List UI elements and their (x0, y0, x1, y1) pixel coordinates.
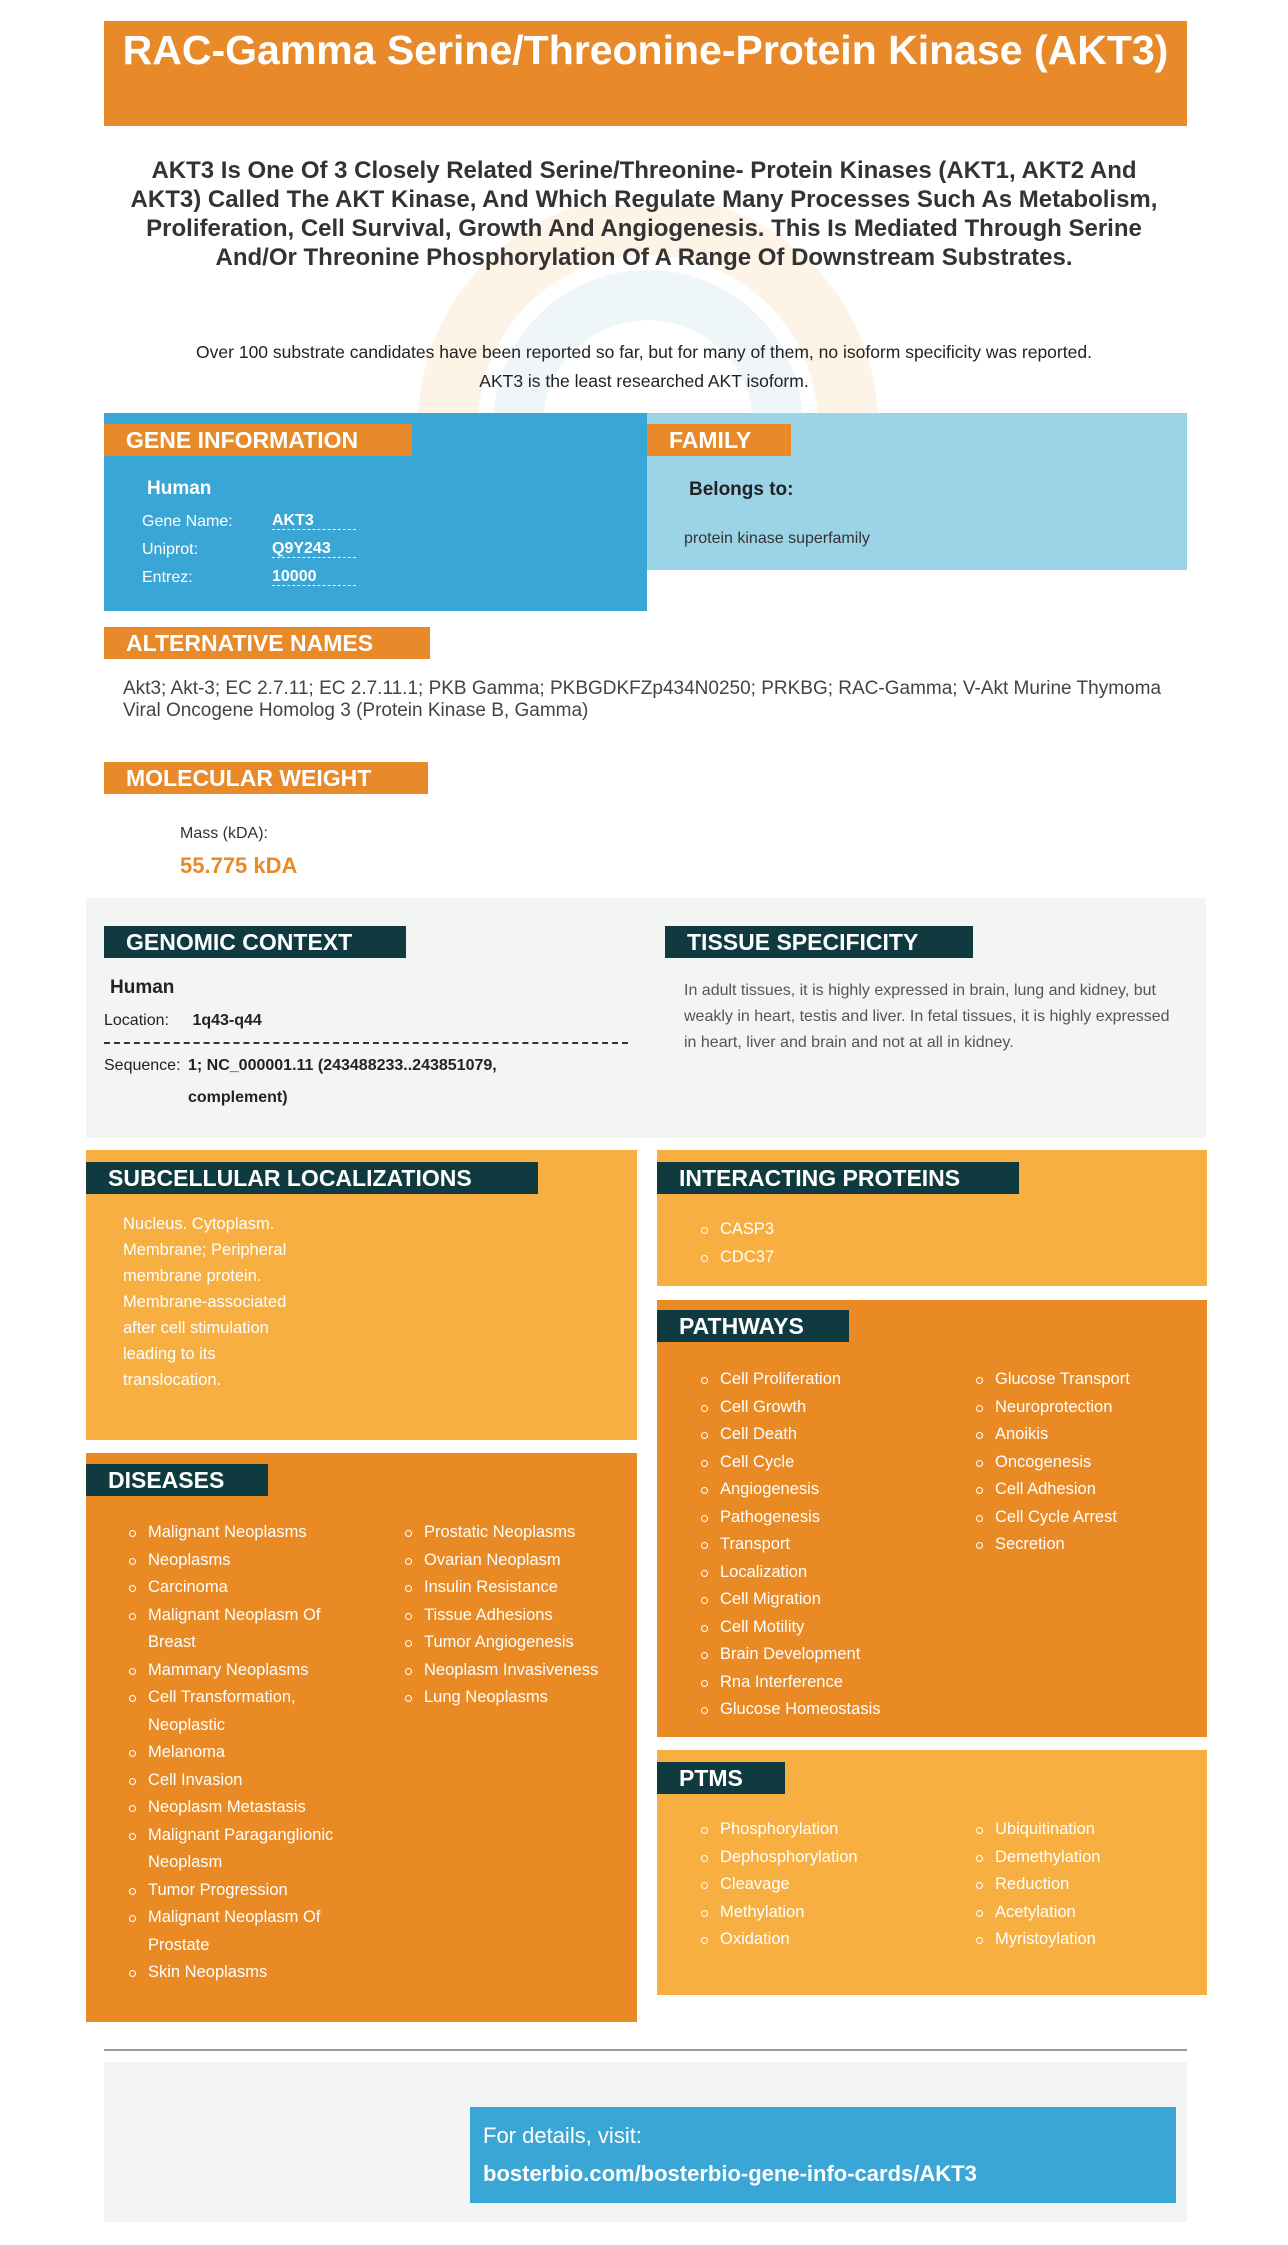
list-item: Localization (700, 1559, 960, 1587)
interacting-proteins-list (700, 1216, 774, 1271)
list-item: Mammary Neoplasms (128, 1657, 360, 1685)
genomic-location-value: 1q43-q44 (192, 1012, 262, 1029)
list-item: Neoplasm Metastasis (128, 1794, 360, 1822)
footer-text: For details, visit: (483, 2123, 642, 2148)
list-item: Cell Growth (700, 1394, 960, 1422)
list-item: Cleavage (700, 1871, 960, 1899)
list-item: Cell Cycle Arrest (975, 1504, 1195, 1532)
family-belongs-label: Belongs to: (689, 479, 794, 500)
subcellular-text: Nucleus. Cytoplasm. Membrane; Peripheral membrane protein. Membrane-associated after cell stimulation leading to its translocation. (123, 1215, 287, 1389)
gene-row-value: AKT3 (272, 508, 356, 530)
list-item: Angiogenesis (700, 1476, 960, 1504)
gene-row-entrez (142, 564, 356, 592)
genomic-sequence-label: Sequence: (104, 1057, 181, 1074)
genomic-sequence-row (104, 1050, 628, 1114)
list-item: Ubiquitination (975, 1816, 1195, 1844)
list-item: Oncogenesis (975, 1449, 1195, 1477)
pathways-heading: PATHWAYS (657, 1310, 849, 1342)
alt-names-text: Akt3; Akt-3; EC 2.7.11; EC 2.7.11.1; PKB Gamma; PKBGDKFZp434N0250; PRKBG; RAC-Gamma; V-Akt Murine Thymoma Viral Oncogene Homolog 3 (Protein Kinase B, Gamma) (123, 678, 1162, 721)
gene-row-value: 10000 (272, 564, 356, 586)
ptms-heading: PTMS (657, 1762, 785, 1794)
diseases-list-col2 (404, 1519, 634, 1712)
list-item: Prostatic Neoplasms (404, 1519, 634, 1547)
list-item: Malignant Neoplasms (128, 1519, 360, 1547)
list-item: Cell Motility (700, 1614, 960, 1642)
list-item: Cell Transformation, Neoplastic (128, 1684, 360, 1739)
tissue-specificity-heading: TISSUE SPECIFICITY (665, 926, 973, 958)
list-item: Secretion (975, 1531, 1195, 1559)
list-item: Methylation (700, 1899, 960, 1927)
pathways-list-col2 (975, 1366, 1195, 1559)
family-heading: FAMILY (647, 424, 791, 456)
list-item: Neoplasm Invasiveness (404, 1657, 634, 1685)
list-item: Acetylation (975, 1899, 1195, 1927)
list-item: Cell Adhesion (975, 1476, 1195, 1504)
tissue-specificity-text: In adult tissues, it is highly expressed in brain, lung and kidney, but weakly in heart, testis and liver. In fetal tissues, it is highly expressed in heart, liver and brain and not at all in kidney. (684, 982, 1170, 1051)
diseases-list-col1 (128, 1519, 360, 1987)
list-item: Cell Death (700, 1421, 960, 1449)
list-item: Transport (700, 1531, 960, 1559)
list-item: CDC37 (700, 1244, 774, 1272)
genomic-species: Human (110, 977, 175, 998)
gene-species: Human (147, 478, 212, 499)
footer-link[interactable]: bosterbio.com/bosterbio-gene-info-cards/AKT3 (483, 2161, 977, 2186)
pathways-list-col1 (700, 1366, 960, 1724)
gene-row-key: Uniprot: (142, 541, 199, 558)
gene-row-uniprot (142, 536, 356, 564)
list-item: Tumor Angiogenesis (404, 1629, 634, 1657)
list-item: Melanoma (128, 1739, 360, 1767)
list-item: Pathogenesis (700, 1504, 960, 1532)
list-item: Brain Development (700, 1641, 960, 1669)
genomic-sequence-value: 1; NC_000001.11 (243488233..243851079, complement) (188, 1057, 497, 1106)
gene-info-table (142, 508, 356, 592)
genomic-location-label: Location: (104, 1012, 169, 1029)
sub-intro-text (124, 338, 1164, 396)
ptms-list-col1 (700, 1816, 960, 1954)
list-item: Myristoylation (975, 1926, 1195, 1954)
footer-divider (104, 2049, 1187, 2051)
list-item: Phosphorylation (700, 1816, 960, 1844)
genomic-location-row (104, 1012, 628, 1044)
list-item: Dephosphorylation (700, 1844, 960, 1872)
sub-intro-line-1: Over 100 substrate candidates have been reported so far, but for many of them, no isoform specificity was reported. (196, 342, 1092, 362)
gene-row-key: Entrez: (142, 569, 193, 586)
list-item: Malignant Neoplasm Of Prostate (128, 1904, 360, 1959)
list-item: Oxidation (700, 1926, 960, 1954)
mol-weight-heading: MOLECULAR WEIGHT (104, 762, 428, 794)
list-item: Tissue Adhesions (404, 1602, 634, 1630)
list-item: Rna Interference (700, 1669, 960, 1697)
intro-text: AKT3 Is One Of 3 Closely Related Serine/Threonine- Protein Kinases (AKT1, AKT2 And AKT3) Called The AKT Kinase, And Which Regulate Many Processes Such As Metabolism, Proliferation, Cell Survival, Growth And Angiogenesis. This Is Mediated Through Serine And/Or Threonine Phosphorylation Of A Range Of Downstream Substrates. (130, 157, 1158, 271)
list-item: Ovarian Neoplasm (404, 1547, 634, 1575)
gene-row-value: Q9Y243 (272, 536, 356, 558)
list-item: CASP3 (700, 1216, 774, 1244)
diseases-heading: DISEASES (86, 1464, 268, 1496)
list-item: Neoplasms (128, 1547, 360, 1575)
list-item: Neuroprotection (975, 1394, 1195, 1422)
subcellular-heading: SUBCELLULAR LOCALIZATIONS (86, 1162, 538, 1194)
mass-value: 55.775 kDA (180, 853, 298, 878)
page-title: RAC-Gamma Serine/Threonine-Protein Kinase (AKT3) (104, 21, 1187, 126)
list-item: Reduction (975, 1871, 1195, 1899)
gene-row-key: Gene Name: (142, 513, 233, 530)
mass-label: Mass (kDA): (180, 825, 268, 842)
list-item: Malignant Neoplasm Of Breast (128, 1602, 360, 1657)
list-item: Insulin Resistance (404, 1574, 634, 1602)
gene-row-name (142, 508, 356, 536)
footer-link-box[interactable] (470, 2107, 1176, 2203)
list-item: Cell Cycle (700, 1449, 960, 1477)
list-item: Tumor Progression (128, 1877, 360, 1905)
list-item: Glucose Homeostasis (700, 1696, 960, 1724)
sub-intro-line-2: AKT3 is the least researched AKT isoform. (479, 371, 809, 391)
list-item: Cell Proliferation (700, 1366, 960, 1394)
alt-names-heading: ALTERNATIVE NAMES (104, 627, 430, 659)
interacting-proteins-heading: INTERACTING PROTEINS (657, 1162, 1019, 1194)
list-item: Carcinoma (128, 1574, 360, 1602)
genomic-context-heading: GENOMIC CONTEXT (104, 926, 406, 958)
gene-info-heading: GENE INFORMATION (104, 424, 412, 456)
list-item: Malignant Paraganglionic Neoplasm (128, 1822, 360, 1877)
list-item: Glucose Transport (975, 1366, 1195, 1394)
list-item: Demethylation (975, 1844, 1195, 1872)
list-item: Cell Invasion (128, 1767, 360, 1795)
list-item: Skin Neoplasms (128, 1959, 360, 1987)
list-item: Lung Neoplasms (404, 1684, 634, 1712)
list-item: Cell Migration (700, 1586, 960, 1614)
list-item: Anoikis (975, 1421, 1195, 1449)
ptms-list-col2 (975, 1816, 1195, 1954)
family-value: protein kinase superfamily (684, 530, 870, 547)
